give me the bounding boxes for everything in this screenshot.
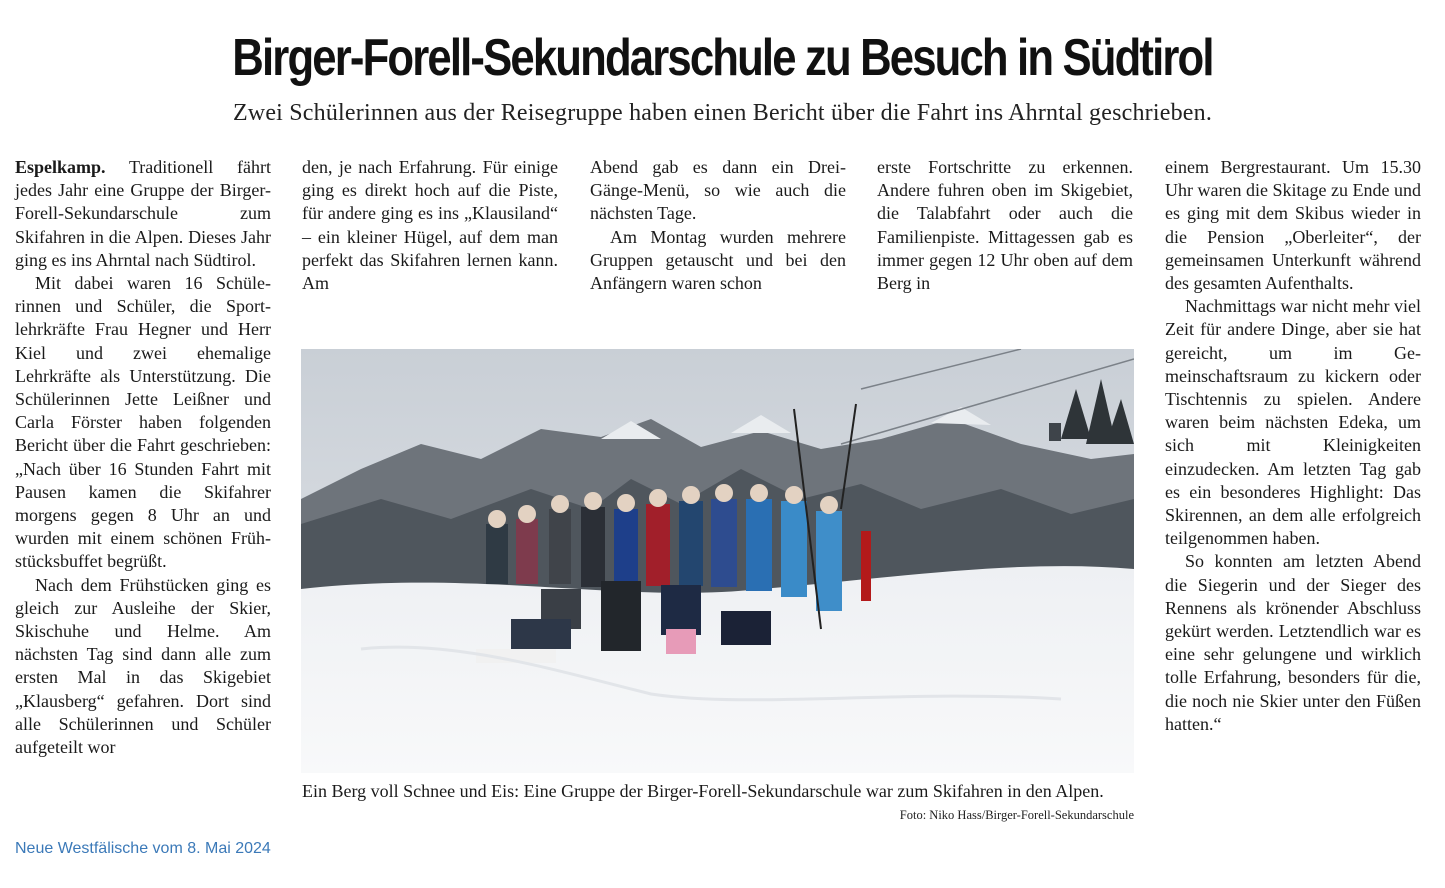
text-column-5: [1165, 156, 1421, 736]
photo-caption: Ein Berg voll Schnee und Eis: Eine Gruppe der Birger-Forell-Sekundarschule war zum Skifahren in den Alpen.: [302, 781, 1104, 801]
dateline: Espelkamp.: [15, 157, 106, 177]
paragraph: Mit dabei waren 16 Schülerinnen und Schüler, die Sportlehrkräfte Frau Hegner und Herr Kiel und zwei ehemalige Lehrkräfte als Unterstützung. Die Schülerinnen Jette Leißner und Carla Förster haben folgenden Bericht über die Fahrt geschrieben: „Nach über 16 Stunden Fahrt mit Pausen kamen die Skifahrer morgens gegen 8 Uhr an und wurden mit einem schönen Frühstücksbuffet begrüßt.: [15, 273, 271, 572]
snowfield: [301, 566, 1134, 773]
gondola: [1049, 423, 1061, 441]
paragraph: erste Fortschritte zu erkennen. Andere fuhren oben im Skigebiet, die Talabfahrt oder auch die Familienpiste. Mittagessen gab es immer gegen 12 Uhr oben auf dem Berg in: [877, 157, 1133, 294]
article-headline: Birger-Forell-Sekundarschule zu Besuch in Südtirol: [232, 29, 1213, 87]
text-column-4: [877, 156, 1133, 295]
text-column-1: [15, 156, 271, 759]
paragraph: Abend gab es dann ein Drei-Gänge-Menü, so wie auch die nächsten Tage.: [590, 157, 846, 224]
paragraph: So konnten am letzten Abend die Siegerin und der Sieger des Rennens als krönender Abschluss gekürt werden. Letztendlich war es eine sehr gelungene und wirklich tolle Erfahrung, besonders für die, die noch nie Skier unter den Füßen hatten.“: [1165, 551, 1421, 734]
group-photo: [301, 349, 1134, 773]
paragraph-text: Traditionell fährt jedes Jahr eine Gruppe der Birger-Forell-Sekundarschule zum Skifahren in die Alpen. Dieses Jahr ging es ins Ahrntal nach Südtirol.: [15, 157, 271, 270]
text-column-3: [590, 156, 846, 295]
paragraph: den, je nach Erfahrung. Für einige ging es direkt hoch auf die Piste, für andere ging es ins „Klausiland“ – ein kleiner Hügel, auf dem man perfekt das Skifahren lernen kann. Am: [302, 157, 558, 294]
paragraph: einem Bergrestaurant. Um 15.30 Uhr waren die Skitage zu Ende und es ging mit dem Skibus wieder in die Pension „Oberleiter“, der gemeinsamen Unterkunft während des gesamten Aufenthalts.: [1165, 157, 1421, 294]
article-subheadline: Zwei Schülerinnen aus der Reisegruppe haben einen Bericht über die Fahrt ins Ahrntal geschrieben.: [232, 100, 1213, 126]
paragraph: Nachmittags war nicht mehr viel Zeit für andere Dinge, aber sie hat gereicht, um im Gemeinschaftsraum zu kickern oder Tischtennis zu spielen. Andere waren beim nächsten Edeka, um sich mit Kleinigkeiten einzudecken. Am letzten Tag gab es ein besonderes Highlight: Das Skirennen, an dem alle erfolgreich teilgenommen haben.: [1165, 296, 1421, 549]
paragraph: [15, 156, 271, 272]
text-column-2: [302, 156, 558, 295]
paragraph: Am Montag wurden mehrere Gruppen getauscht und bei den Anfängern waren schon: [590, 226, 846, 294]
ski-group-photo-illustration: [301, 349, 1134, 773]
paragraph: Nach dem Frühstücken ging es gleich zur Ausleihe der Skier, Skischuhe und Helme. Am nächsten Tag sind dann alle zum ersten Mal in das Skigebiet „Klausberg“ gefahren. Dort sind alle Schülerinnen und Schüler aufgeteilt wor: [15, 574, 271, 758]
source-line: Neue Westfälische vom 8. Mai 2024: [15, 840, 271, 857]
photo-credit: Foto: Niko Hass/Birger-Forell-Sekundarschule: [899, 808, 1134, 822]
